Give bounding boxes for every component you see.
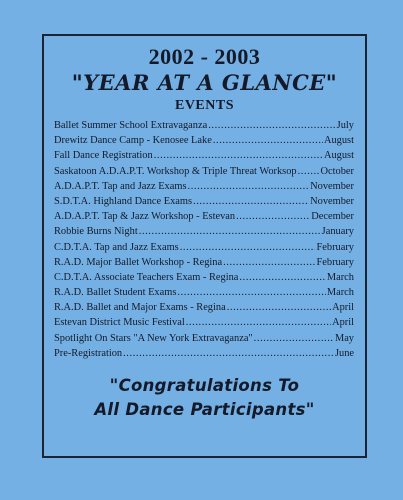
event-month: February bbox=[316, 241, 354, 253]
event-name: A.D.A.P.T. Tap & Jazz Workshop - Estevan bbox=[54, 211, 236, 223]
event-row bbox=[54, 179, 354, 194]
document-frame bbox=[42, 34, 367, 458]
event-month: August bbox=[323, 135, 354, 147]
event-row bbox=[54, 133, 354, 148]
event-name: R.A.D. Ballet Student Exams bbox=[54, 287, 177, 299]
event-row bbox=[54, 164, 354, 179]
event-name: S.D.T.A. Highland Dance Exams bbox=[54, 195, 193, 207]
event-month: December bbox=[311, 211, 354, 223]
dot-leader bbox=[208, 118, 335, 133]
event-month: November bbox=[310, 180, 354, 192]
event-row bbox=[54, 331, 354, 346]
dot-leader bbox=[298, 164, 320, 179]
event-month: August bbox=[323, 150, 354, 162]
dot-leader bbox=[139, 224, 321, 239]
dot-leader bbox=[154, 148, 323, 163]
congratulations-line-2: All Dance Participants" bbox=[94, 400, 315, 419]
event-month: October bbox=[320, 165, 354, 177]
event-month: February bbox=[316, 256, 354, 268]
event-row bbox=[54, 315, 354, 330]
event-month: June bbox=[334, 347, 354, 359]
event-month: May bbox=[334, 332, 354, 344]
dot-leader bbox=[227, 300, 331, 315]
page-title: "YEAR AT A GLANCE" bbox=[71, 70, 338, 95]
dot-leader bbox=[180, 240, 316, 255]
event-name: Ballet Summer School Extravaganza bbox=[54, 120, 208, 131]
event-name: R.A.D. Major Ballet Workshop - Regina bbox=[54, 256, 223, 268]
event-row bbox=[54, 300, 354, 315]
event-row bbox=[54, 270, 354, 285]
event-name: Fall Dance Registration bbox=[54, 150, 153, 162]
dot-leader bbox=[177, 285, 326, 300]
dot-leader bbox=[123, 346, 334, 361]
event-row bbox=[54, 255, 354, 270]
event-name: R.A.D. Ballet and Major Exams - Regina bbox=[54, 302, 226, 314]
event-name: Saskatoon A.D.A.P.T. Workshop & Triple Threat Worksop bbox=[54, 165, 297, 177]
event-month: April bbox=[332, 317, 354, 329]
event-month: March bbox=[326, 287, 354, 299]
event-list bbox=[54, 118, 354, 361]
event-name: A.D.A.P.T. Tap and Jazz Exams bbox=[54, 180, 187, 192]
event-name: Drewitz Dance Camp - Kenosee Lake bbox=[54, 135, 212, 147]
event-name: Robbie Burns Night bbox=[54, 226, 138, 238]
event-month: November bbox=[310, 195, 354, 207]
event-month: March bbox=[326, 271, 354, 283]
event-name: Spotlight On Stars "A New York Extravaganza" bbox=[54, 332, 253, 344]
dot-leader bbox=[239, 270, 325, 285]
dot-leader bbox=[213, 133, 323, 148]
event-row bbox=[54, 194, 354, 209]
event-row bbox=[54, 285, 354, 300]
event-row bbox=[54, 346, 354, 361]
event-row bbox=[54, 240, 354, 255]
dot-leader bbox=[236, 209, 310, 224]
dot-leader bbox=[193, 194, 309, 209]
event-name: C.D.T.A. Tap and Jazz Exams bbox=[54, 241, 179, 253]
event-row bbox=[54, 148, 354, 163]
event-row bbox=[54, 209, 354, 224]
dot-leader bbox=[186, 315, 331, 330]
congratulations-line-1: "Congratulations To bbox=[109, 376, 300, 395]
dot-leader bbox=[188, 179, 310, 194]
event-month: April bbox=[332, 302, 354, 314]
event-name: Estevan District Music Festival bbox=[54, 317, 185, 329]
event-month: July bbox=[336, 120, 354, 131]
event-month: January bbox=[321, 226, 354, 238]
events-heading: EVENTS bbox=[174, 98, 235, 113]
event-row bbox=[54, 118, 354, 133]
year-heading: 2002 - 2003 bbox=[148, 44, 261, 69]
event-row bbox=[54, 224, 354, 239]
dot-leader bbox=[223, 255, 315, 270]
event-name: C.D.T.A. Associate Teachers Exam - Regina bbox=[54, 271, 239, 283]
dot-leader bbox=[254, 331, 334, 346]
event-name: Pre-Registration bbox=[54, 347, 123, 359]
